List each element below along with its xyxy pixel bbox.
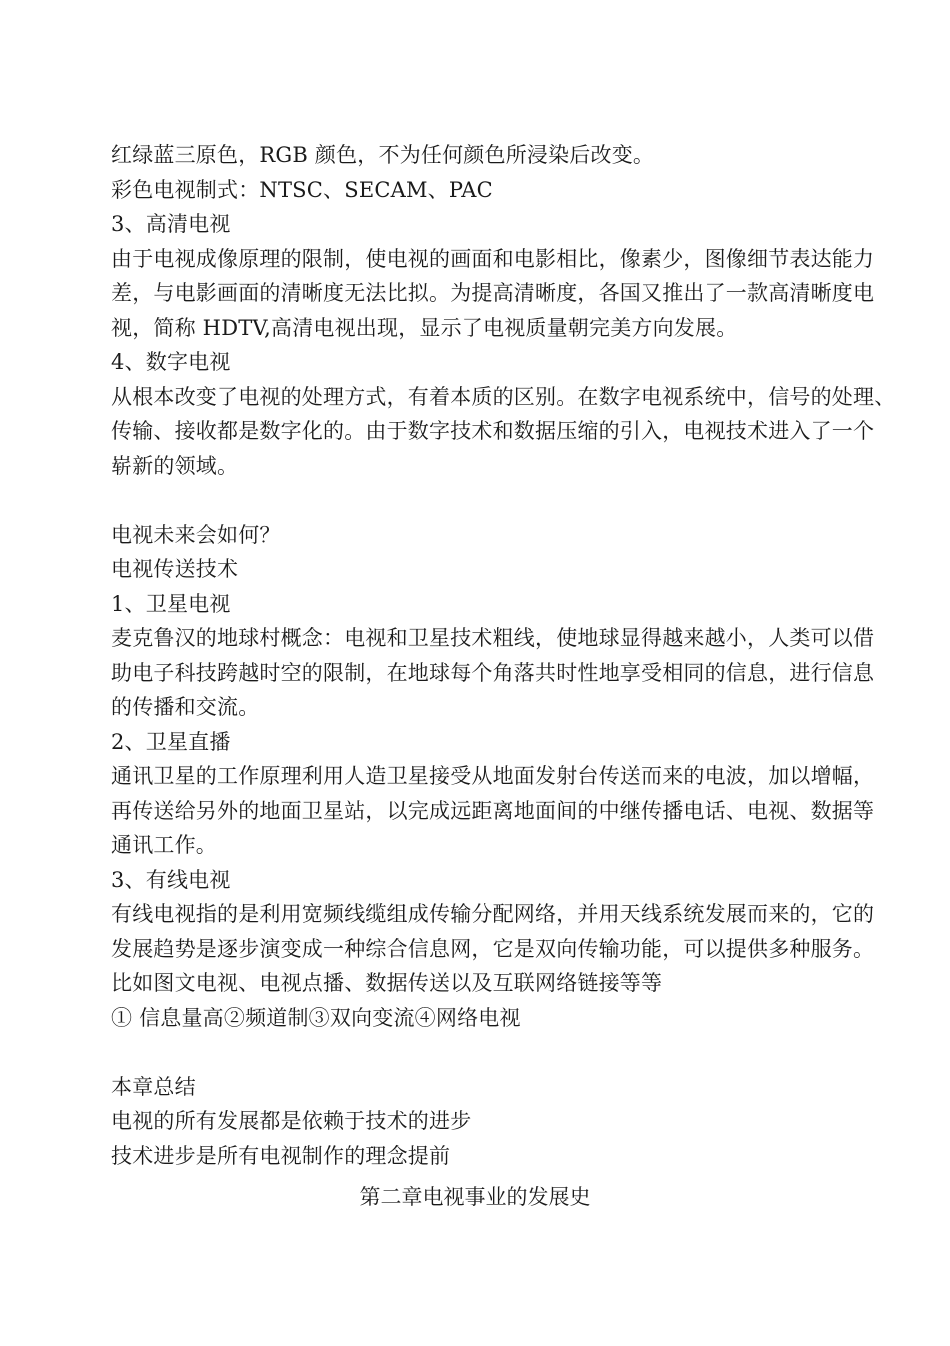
paragraph-broadcast-line-3: 通讯工作。 <box>111 833 217 857</box>
heading-hdtv: 3、高清电视 <box>111 212 231 236</box>
summary-line-1: 电视的所有发展都是依赖于技术的进步 <box>111 1109 472 1133</box>
paragraph-digital-line-2: 传输、接收都是数字化的。由于数字技术和数据压缩的引入，电视技术进入了一个 <box>111 419 875 443</box>
blank-line <box>111 483 935 518</box>
paragraph-satellite-line-2: 助电子科技跨越时空的限制，在地球每个角落共时性地享受相同的信息，进行信息 <box>111 660 875 685</box>
document-body <box>111 138 935 1173</box>
heading-transmission-tech: 电视传送技术 <box>111 557 239 581</box>
paragraph-hdtv-line-1: 由于电视成像原理的限制，使电视的画面和电影相比，像素少，图像细节表达能力 <box>111 246 875 271</box>
question-future-tv: 电视未来会如何？ <box>111 522 281 547</box>
list-cable-features: ① 信息量高②频道制③双向变流④网络电视 <box>111 1005 521 1030</box>
summary-line-2: 技术进步是所有电视制作的理念提前 <box>111 1143 451 1168</box>
blank-line <box>111 1035 935 1070</box>
paragraph-digital-line-1: 从根本改变了电视的处理方式，有着本质的区别。在数字电视系统中，信号的处理、 <box>111 384 896 409</box>
paragraph-hdtv-line-3: 视，简称 HDTV,高清电视出现，显示了电视质量朝完美方向发展。 <box>111 315 738 340</box>
paragraph-digital-line-3: 崭新的领域。 <box>111 453 239 478</box>
paragraph-satellite-line-3: 的传播和交流。 <box>111 695 260 719</box>
paragraph-broadcast-line-2: 再传送给另外的地面卫星站，以完成远距离地面间的中继传播电话、电视、数据等 <box>111 798 875 823</box>
paragraph-broadcast-line-1: 通讯卫星的工作原理利用人造卫星接受从地面发射台传送而来的电波，加以增幅， <box>111 764 875 788</box>
paragraph-cable-line-2: 发展趋势是逐步演变成一种综合信息网，它是双向传输功能，可以提供多种服务。 <box>111 936 875 961</box>
text-line-rgb: 红绿蓝三原色，RGB 颜色，不为任何颜色所浸染后改变。 <box>111 143 655 167</box>
text-line-color-systems: 彩色电视制式：NTSC、SECAM、PAC <box>111 177 493 202</box>
heading-digital-tv: 4、数字电视 <box>111 350 231 374</box>
heading-chapter-summary: 本章总结 <box>111 1074 196 1099</box>
paragraph-cable-line-1: 有线电视指的是利用宽频线缆组成传输分配网络，并用天线系统发展而来的，它的 <box>111 902 875 926</box>
heading-cable-tv: 3、有线电视 <box>111 867 231 892</box>
paragraph-cable-line-3: 比如图文电视、电视点播、数据传送以及互联网络链接等等 <box>111 971 663 995</box>
heading-satellite-broadcast: 2、卫星直播 <box>111 729 231 754</box>
paragraph-hdtv-line-2: 差，与电影画面的清晰度无法比拟。为提高清晰度，各国又推出了一款高清晰度电 <box>111 281 875 305</box>
heading-satellite-tv: 1、卫星电视 <box>111 591 231 616</box>
paragraph-satellite-line-1: 麦克鲁汉的地球村概念：电视和卫星技术粗线，使地球显得越来越小，人类可以借 <box>111 626 875 650</box>
chapter-title: 第二章电视事业的发展史 <box>359 1185 591 1209</box>
